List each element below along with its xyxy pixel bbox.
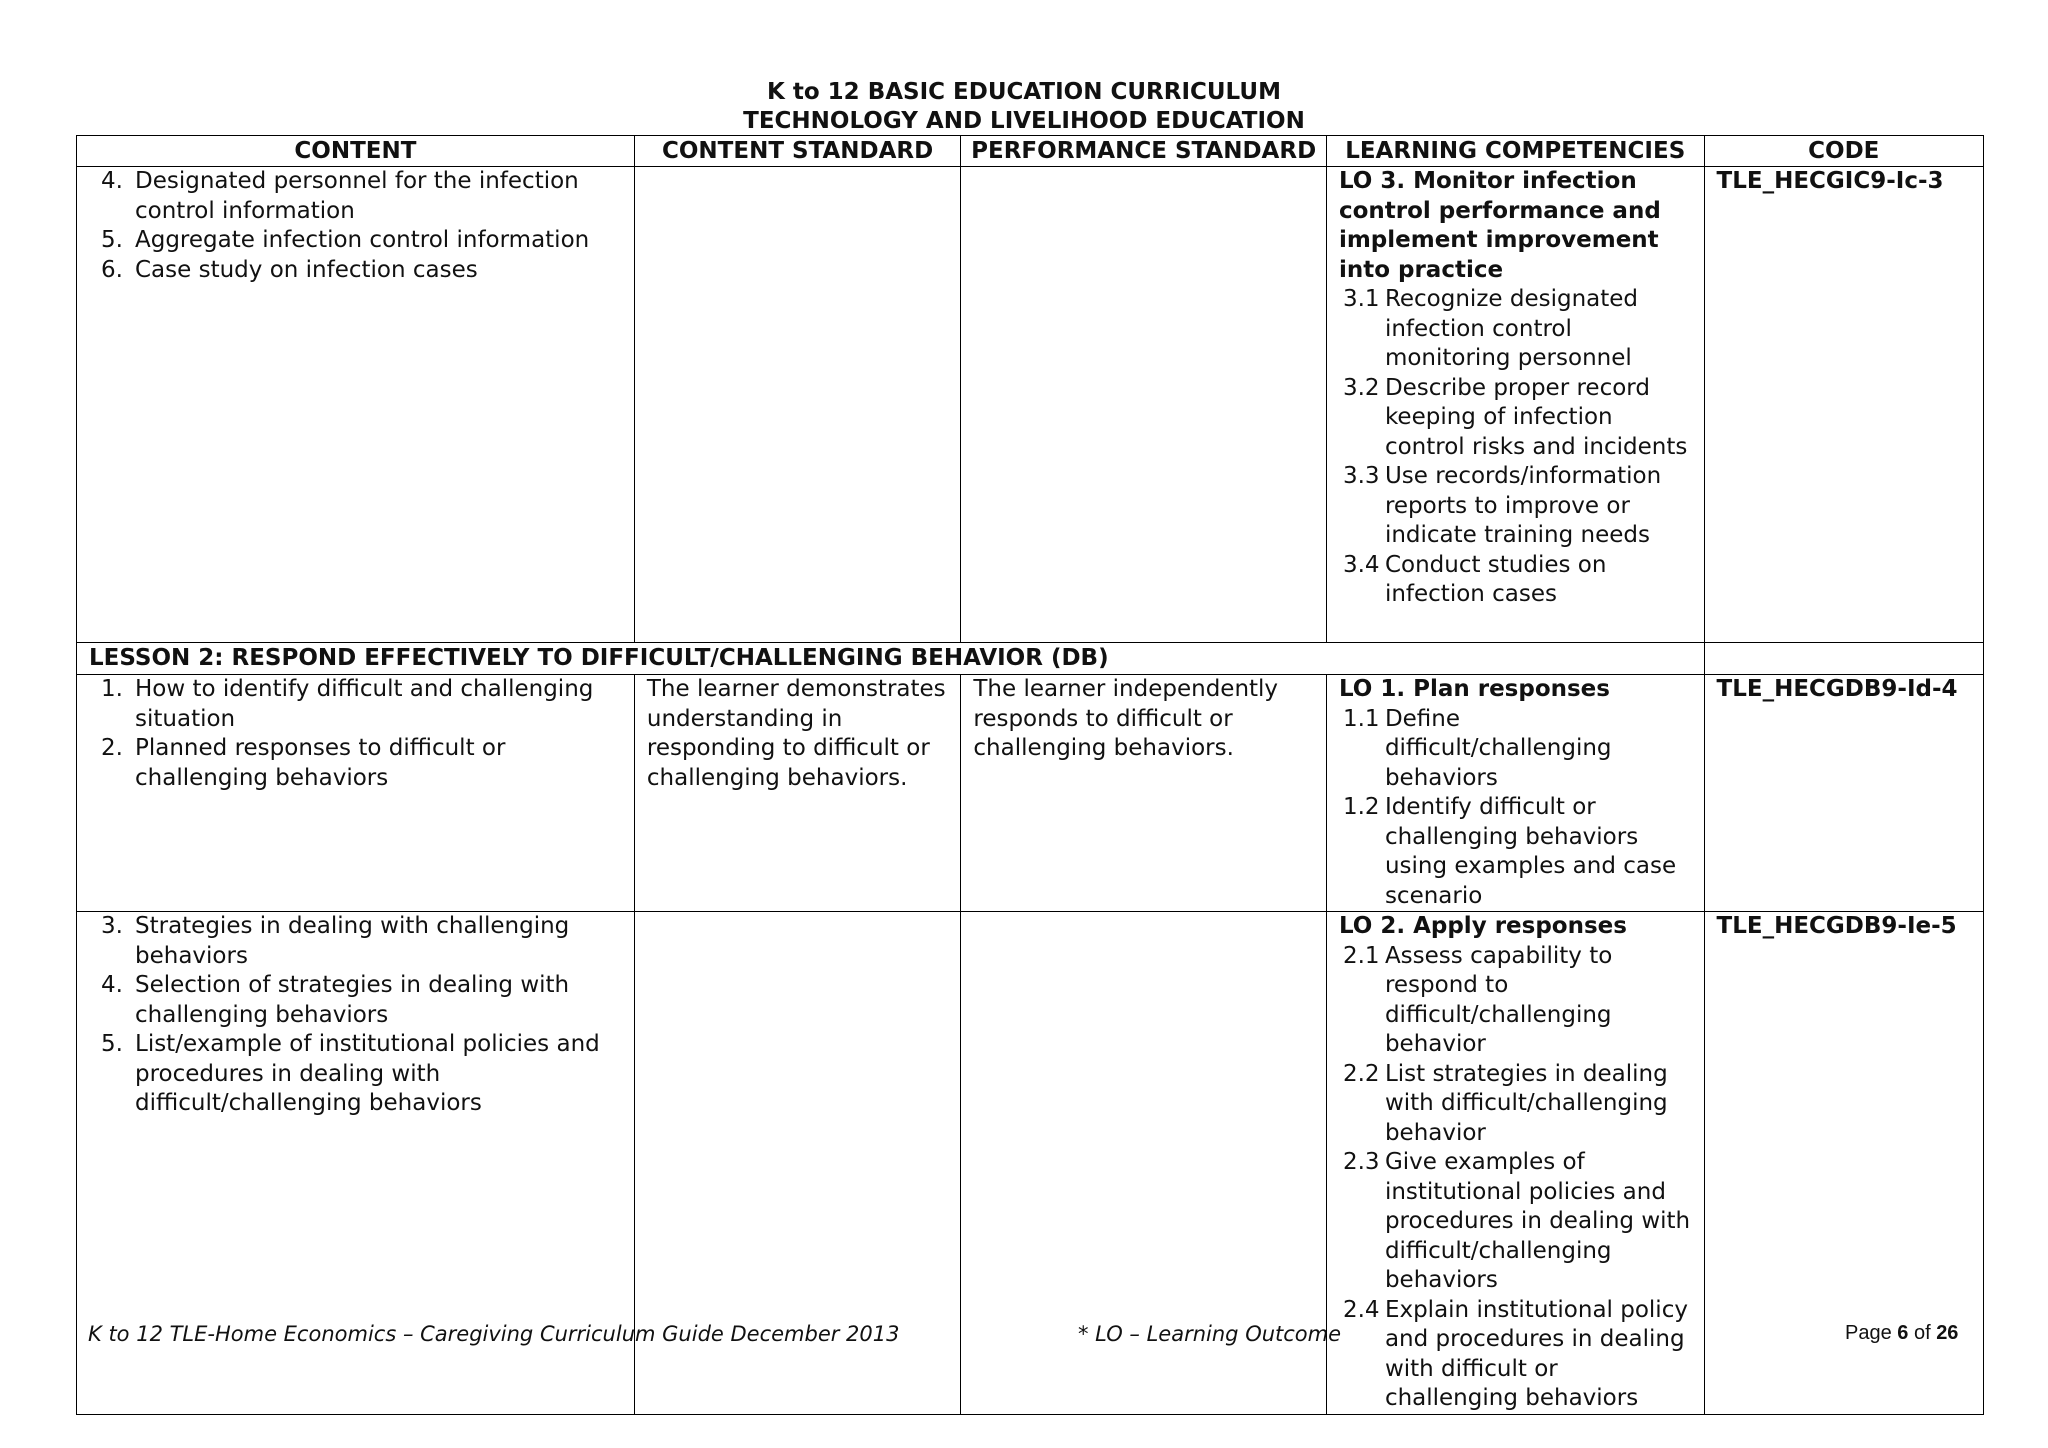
competency-text: List strategies in dealing with difficult/challenging behavior	[1384, 1060, 1668, 1146]
competency-text: Describe proper record keeping of infection control risks and incidents	[1384, 374, 1688, 460]
competency-number: 3.1	[1342, 286, 1380, 312]
content-item	[89, 912, 622, 971]
item-text: Case study on infection cases	[135, 256, 478, 283]
competency-number: 3.2	[1342, 374, 1380, 401]
competency-number: 2.2	[1342, 1060, 1380, 1087]
competency-item	[1339, 705, 1692, 794]
competency-item	[1339, 1148, 1692, 1296]
content-standard-cell	[634, 167, 961, 643]
competency-text: Recognize designated infection control monitoring personnel	[1384, 286, 1639, 371]
competency-item	[1339, 285, 1692, 374]
code-cell: TLE_HECGDB9-Ie-5	[1704, 912, 1983, 1415]
page-number	[1845, 1322, 1958, 1345]
code-cell: TLE_HECGIC9-Ic-3	[1704, 167, 1983, 643]
item-text: How to identify difficult and challenging situation	[135, 676, 594, 732]
competency-number: 2.4	[1342, 1296, 1380, 1323]
learning-competencies-cell	[1326, 912, 1704, 1415]
document-subtitle: TECHNOLOGY AND LIVELIHOOD EDUCATION	[743, 108, 1305, 134]
competency-number: 2.1	[1342, 942, 1380, 969]
column-header-performance-standard: PERFORMANCE STANDARD	[961, 136, 1327, 167]
competency-number: 2.3	[1342, 1149, 1380, 1175]
competency-text: Assess capability to respond to difficult/challenging behavior	[1384, 942, 1613, 1057]
learning-outcome-title: LO 3. Monitor infection control performance and implement improvement into practice	[1338, 168, 1661, 283]
page-total: 26	[1936, 1322, 1959, 1344]
item-number: 1.	[101, 676, 123, 702]
lesson-code-cell	[1704, 643, 1983, 675]
item-number: 5.	[101, 227, 123, 253]
content-list	[89, 167, 622, 285]
performance-standard-cell	[961, 167, 1327, 643]
page-current: 6	[1897, 1322, 1909, 1344]
item-number: 2.	[101, 735, 123, 761]
competency-number: 3.3	[1342, 463, 1380, 489]
item-text: List/example of institutional policies and procedures in dealing with difficult/challenging behaviors	[135, 1031, 600, 1116]
competency-text: Identify difficult or challenging behaviors using examples and case scenario	[1384, 794, 1677, 909]
item-number: 6.	[101, 256, 123, 283]
competency-number: 1.1	[1342, 705, 1380, 732]
competency-text: Give examples of institutional policies and procedures in dealing with difficult/challenging behaviors	[1384, 1149, 1691, 1293]
content-list	[89, 675, 622, 793]
table-header-row	[77, 136, 1984, 167]
column-header-content: CONTENT	[77, 136, 635, 167]
competency-text: Define difficult/challenging behaviors	[1384, 705, 1612, 791]
learning-outcome-title: LO 1. Plan responses	[1338, 676, 1610, 702]
page-of: of	[1908, 1322, 1937, 1344]
content-item	[89, 256, 622, 286]
content-list	[89, 912, 622, 1119]
performance-standard-cell: The learner independently responds to difficult or challenging behaviors.	[961, 675, 1327, 912]
competency-item	[1339, 551, 1692, 610]
column-header-content-standard: CONTENT STANDARD	[634, 136, 961, 167]
lesson-title: LESSON 2: RESPOND EFFECTIVELY TO DIFFICULT/CHALLENGING BEHAVIOR (DB)	[77, 643, 1705, 675]
content-item	[89, 1030, 622, 1119]
competency-text: Use records/information reports to improve or indicate training needs	[1384, 463, 1662, 548]
content-cell	[77, 675, 635, 912]
competency-item	[1339, 793, 1692, 911]
competency-item	[1339, 374, 1692, 463]
item-number: 3.	[101, 913, 123, 939]
footer-legend: * LO – Learning Outcome	[1078, 1322, 1342, 1346]
competency-text: Conduct studies on infection cases	[1384, 551, 1607, 607]
lesson-row	[77, 643, 1984, 675]
content-item	[89, 971, 622, 1030]
competency-number: 3.4	[1342, 551, 1380, 578]
column-header-learning-competencies: LEARNING COMPETENCIES	[1326, 136, 1704, 167]
competency-item	[1339, 1296, 1692, 1414]
content-standard-cell: The learner demonstrates understanding in responding to difficult or challenging behaviors.	[634, 675, 961, 912]
item-text: Strategies in dealing with challenging behaviors	[135, 913, 570, 969]
document-title: K to 12 BASIC EDUCATION CURRICULUM	[767, 79, 1281, 105]
table-row	[77, 167, 1984, 643]
item-number: 5.	[101, 1031, 123, 1057]
item-number: 4.	[101, 168, 123, 194]
content-item	[89, 734, 622, 793]
content-item	[89, 226, 622, 256]
table-row	[77, 675, 1984, 912]
curriculum-table	[76, 135, 1984, 1415]
item-text: Selection of strategies in dealing with challenging behaviors	[135, 972, 570, 1028]
learning-competencies-cell	[1326, 167, 1704, 643]
competency-text: Explain institutional policy and procedures in dealing with difficult or challenging behaviors	[1384, 1296, 1688, 1411]
content-item	[89, 675, 622, 734]
item-text: Planned responses to difficult or challenging behaviors	[135, 735, 506, 791]
competency-item	[1339, 942, 1692, 1060]
content-cell	[77, 167, 635, 643]
item-number: 4.	[101, 972, 123, 998]
competency-item	[1339, 462, 1692, 551]
content-item	[89, 167, 622, 226]
competency-item	[1339, 1060, 1692, 1149]
learning-outcome-title: LO 2. Apply responses	[1338, 913, 1627, 939]
item-text: Aggregate infection control information	[135, 227, 590, 253]
code-cell: TLE_HECGDB9-Id-4	[1704, 675, 1983, 912]
learning-competencies-cell	[1326, 675, 1704, 912]
item-text: Designated personnel for the infection control information	[135, 168, 579, 224]
footer-guide-title: K to 12 TLE-Home Economics – Caregiving Curriculum Guide December 2013	[88, 1322, 900, 1346]
page-prefix: Page	[1845, 1322, 1898, 1344]
competency-number: 1.2	[1342, 794, 1380, 820]
column-header-code: CODE	[1704, 136, 1983, 167]
